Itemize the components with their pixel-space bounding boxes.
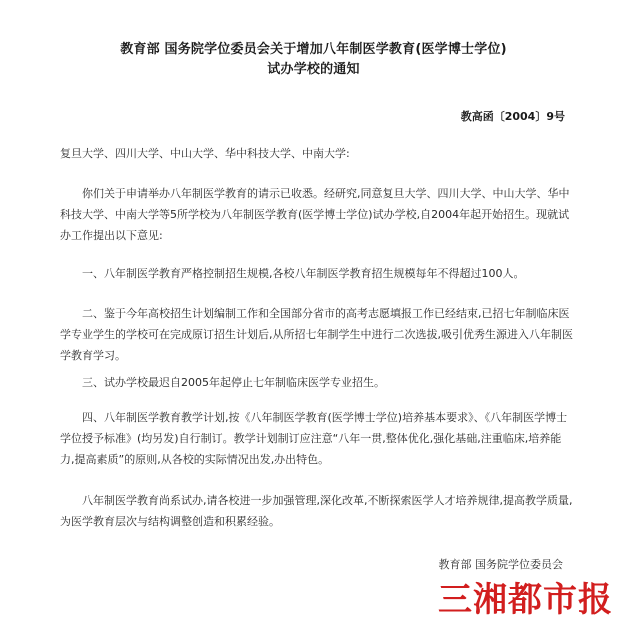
signature: 教育部 国务院学位委员会 xyxy=(438,558,563,571)
paragraph-item-1: 一、八年制医学教育严格控制招生规模,各校八年制医学教育招生规模每年不得超过100人。 xyxy=(82,267,525,280)
paragraph-item-4: 四、八年制医学教育教学计划,按《八年制医学教育(医学博士学位)培养基本要求》、《八年制医学博士学位授予标准》(均另发)自行制订。教学计划制订应注意“八年一贯,整体优化,强化基础,注重临床,培养能力,提高素质”的原则,从各校的实际情况出发,办出特色。 xyxy=(60,411,568,466)
watermark-logo: 三湘都市报 xyxy=(438,580,613,620)
document-title-line2: 试办学校的通知 xyxy=(267,62,360,77)
paragraph-intro: 你们关于申请举办八年制医学教育的请示已收悉。经研究,同意复旦大学、四川大学、中山大学、华中科技大学、中南大学等5所学校为八年制医学教育(医学博士学位)试办学校,自2004年起开始招生。现就试办工作提出以下意见: xyxy=(60,187,570,242)
document-title-line1: 教育部 国务院学位委员会关于增加八年制医学教育(医学博士学位) xyxy=(120,42,507,57)
paragraph-closing: 八年制医学教育尚系试办,请各校进一步加强管理,深化改革,不断探索医学人才培养规律,提高教学质量,为医学教育层次与结构调整创造和积累经验。 xyxy=(60,494,573,528)
paragraph-item-2: 二、鉴于今年高校招生计划编制工作和全国部分省市的高考志愿填报工作已经结束,已招七年制临床医学专业学生的学校可在完成原订招生计划后,从所招七年制学生中进行二次选拔,吸引优秀生源进入八年制医学教育学习。 xyxy=(60,307,573,362)
salutation: 复旦大学、四川大学、中山大学、华中科技大学、中南大学: xyxy=(60,147,350,160)
paragraph-item-3: 三、试办学校最迟自2005年起停止七年制临床医学专业招生。 xyxy=(82,376,385,389)
document-number: 教高函〔2004〕9号 xyxy=(460,110,565,123)
